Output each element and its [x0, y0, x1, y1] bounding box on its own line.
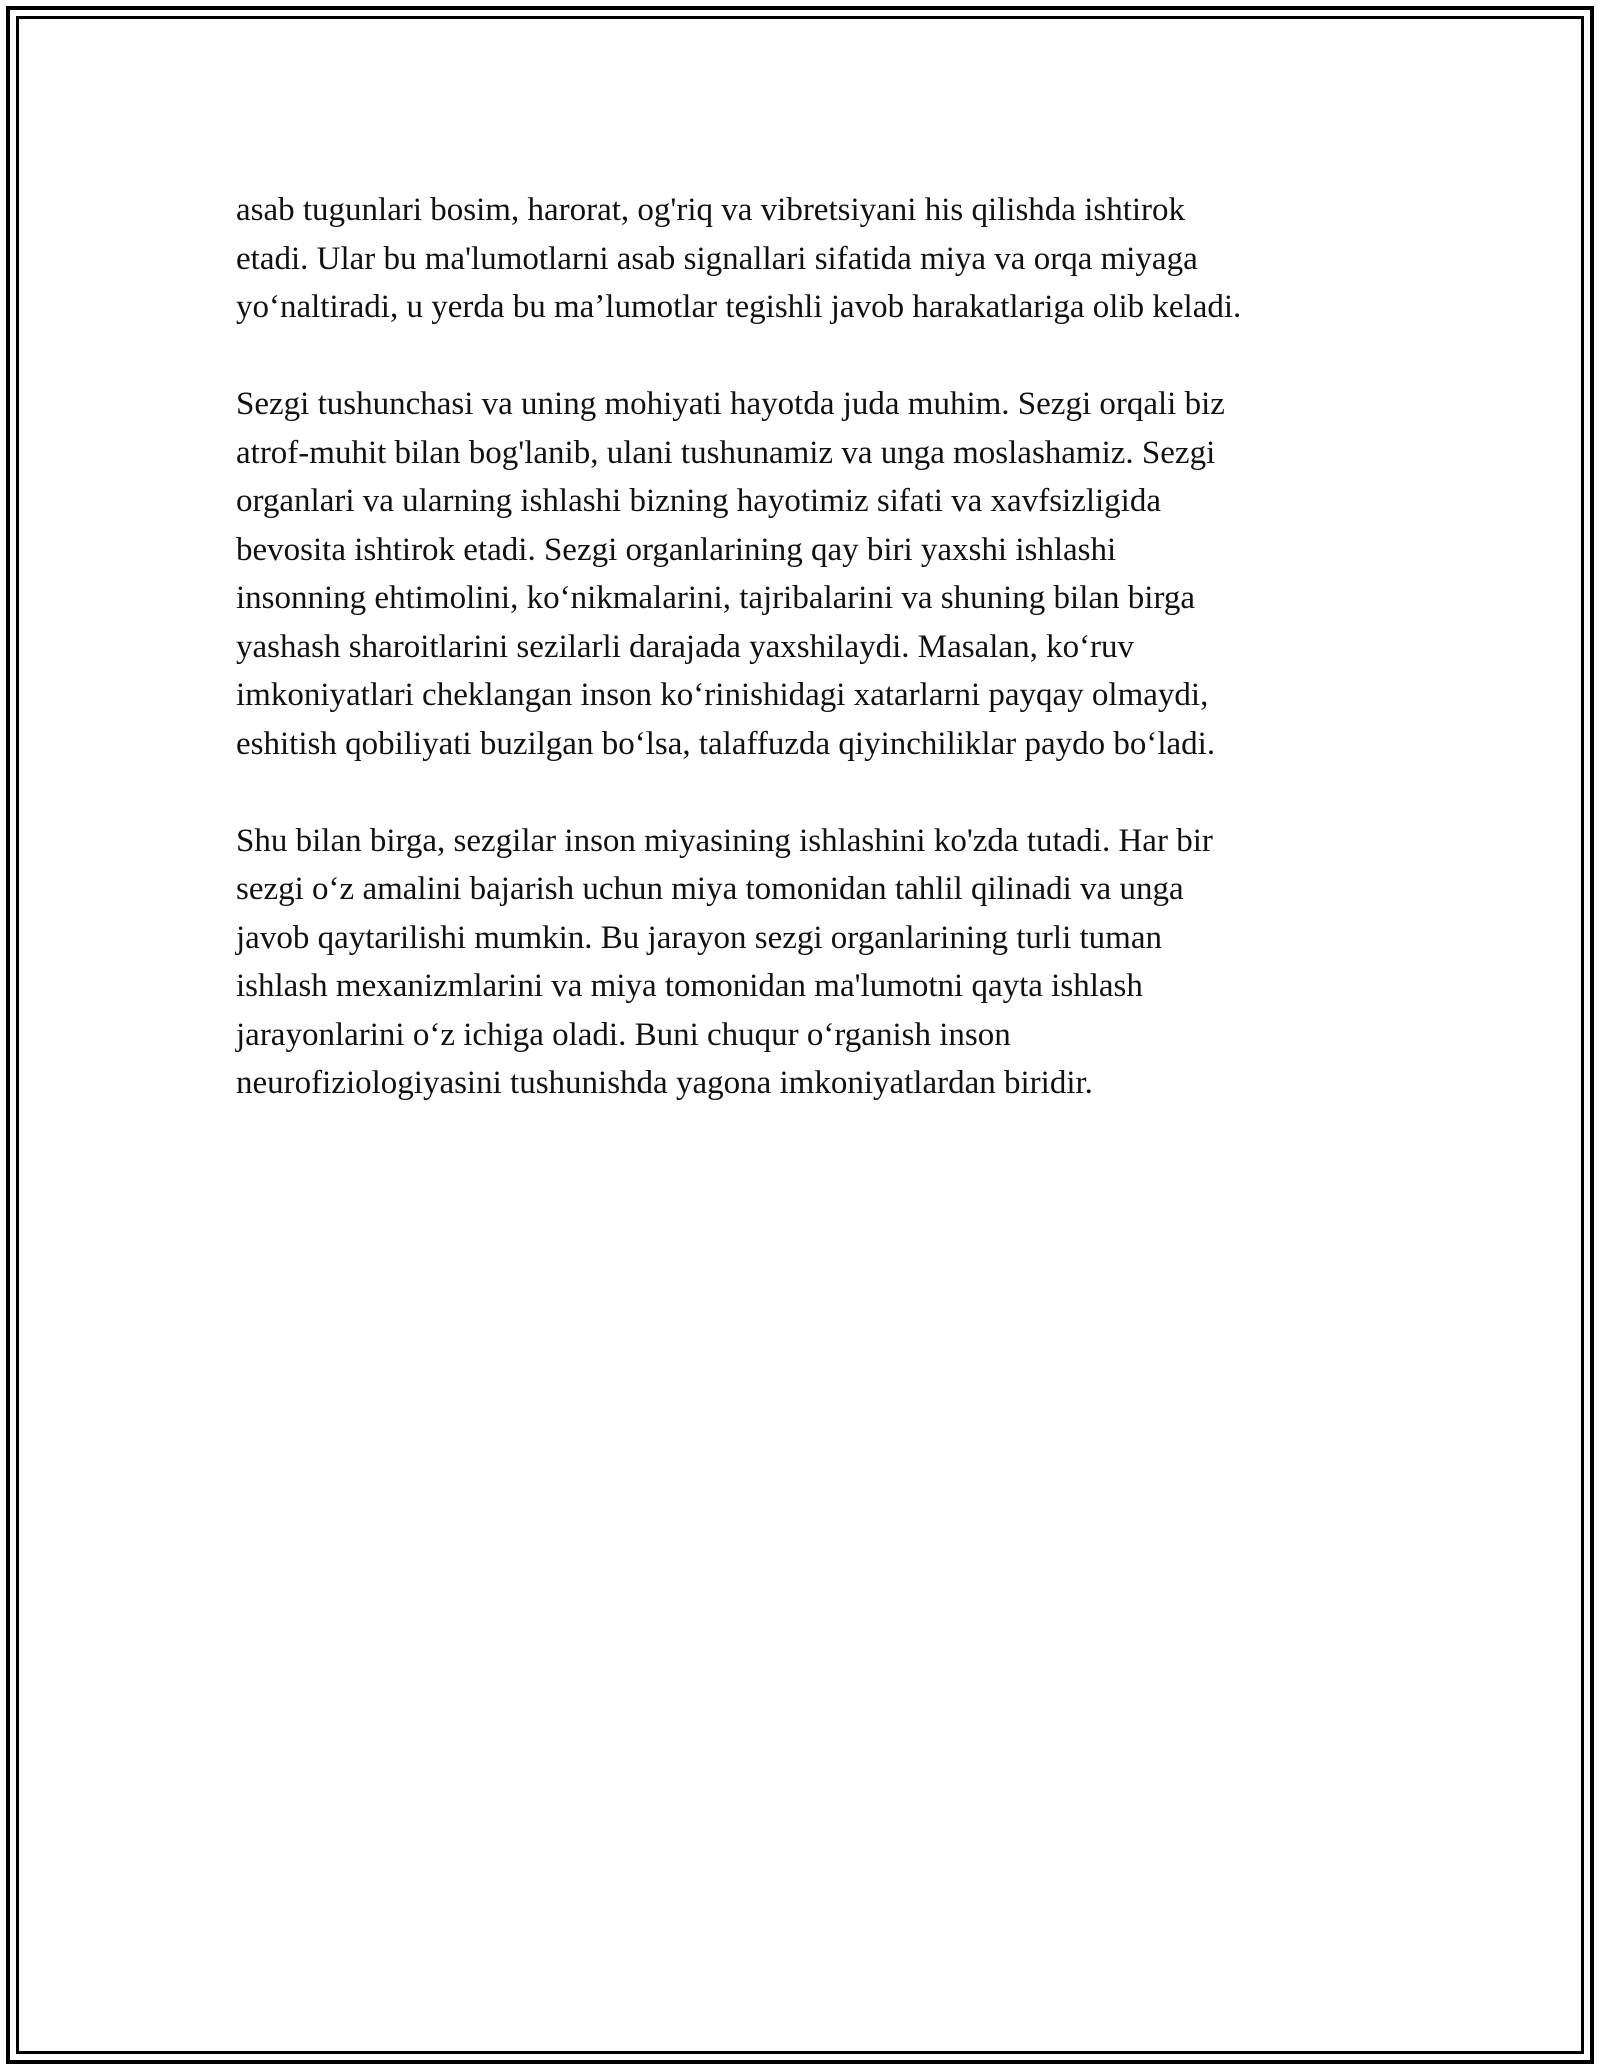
text-line: asab tugunlari bosim, harorat, og'riq va vibretsiyani his qilishda ishtirok	[236, 192, 1186, 228]
paragraph-2	[236, 380, 1376, 768]
text-line: javob qaytarilishi mumkin. Bu jarayon sezgi organlarining turli tuman	[236, 919, 1162, 956]
text-line: atrof-muhit bilan bog'lanib, ulani tushunamiz va unga moslashamiz. Sezgi	[236, 434, 1216, 471]
text-line: eshitish qobiliyati buzilgan boʻlsa, talaffuzda qiyinchiliklar paydo boʻladi.	[236, 725, 1216, 762]
text-line: ishlash mexanizmlarini va miya tomonidan ma'lumotni qayta ishlash	[236, 968, 1143, 1004]
text-line: Shu bilan birga, sezgilar inson miyasining ishlashini ko'zda tutadi. Har bir	[236, 822, 1213, 859]
text-line: bevosita ishtirok etadi. Sezgi organlarining qay biri yaxshi ishlashi	[236, 531, 1117, 568]
paragraph-3	[236, 817, 1376, 1108]
text-line: yoʻnaltiradi, u yerda bu maʼlumotlar tegishli javob harakatlariga olib keladi.	[236, 289, 1242, 325]
text-line: insonning ehtimolini, koʻnikmalarini, tajribalarini va shuning bilan birga	[236, 580, 1195, 616]
document-body	[236, 186, 1376, 1156]
text-line: etadi. Ular bu ma'lumotlarni asab signallari sifatida miya va orqa miyaga	[236, 240, 1198, 277]
text-line: organlari va ularning ishlashi bizning hayotimiz sifati va xavfsizligida	[236, 483, 1161, 519]
text-line: sezgi oʻz amalini bajarish uchun miya tomonidan tahlil qilinadi va unga	[236, 871, 1184, 907]
paragraph-1	[236, 186, 1376, 332]
text-line: yashash sharoitlarini sezilarli darajada yaxshilaydi. Masalan, koʻruv	[236, 628, 1135, 665]
text-line: neurofiziologiyasini tushunishda yagona imkoniyatlardan biridir.	[236, 1065, 1093, 1101]
text-line: Sezgi tushunchasi va uning mohiyati hayotda juda muhim. Sezgi orqali biz	[236, 386, 1225, 422]
text-line: imkoniyatlari cheklangan inson koʻrinishidagi xatarlarni payqay olmaydi,	[236, 677, 1209, 713]
text-line: jarayonlarini oʻz ichiga oladi. Buni chuqur oʻrganish inson	[236, 1016, 1011, 1053]
